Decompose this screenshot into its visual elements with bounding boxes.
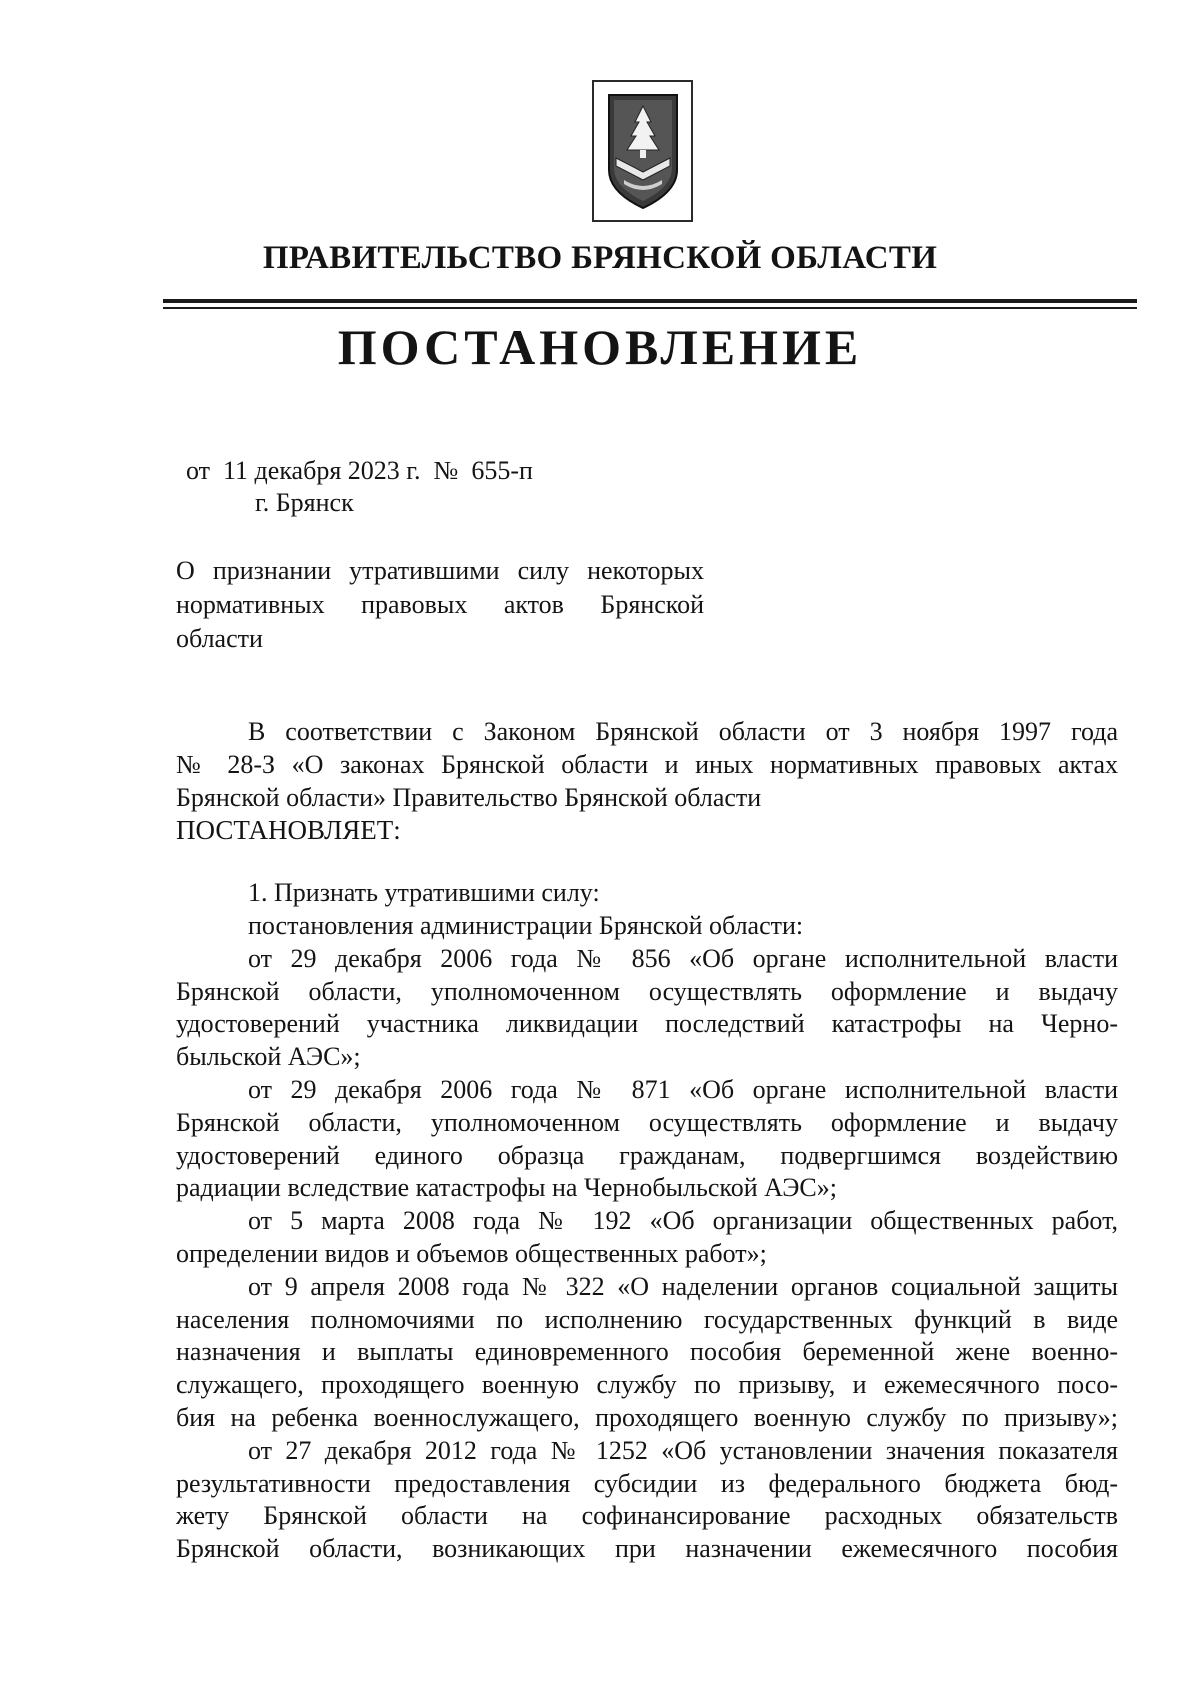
subject-line: области — [176, 624, 263, 653]
document-subject — [176, 554, 704, 656]
header-rule-thick — [163, 299, 1137, 303]
act-line: от 29 декабря 2006 года № 856 «Об органе исполнительной власти — [248, 943, 1118, 973]
act-line: населения полномочиями по исполнению государственных функций в виде — [176, 1304, 1118, 1334]
act-line: Брянской области, уполномоченном осуществлять оформление и выдачу — [176, 976, 1118, 1006]
act-line: от 27 декабря 2012 года № 1252 «Об установлении значения показателя — [248, 1435, 1118, 1465]
act-line: от 5 марта 2008 года № 192 «Об организации общественных работ, — [248, 1206, 1118, 1236]
document-body — [176, 716, 1118, 1566]
act-line: служащего, проходящего военную службу по призыву, и ежемесячного посо- — [176, 1370, 1118, 1400]
document-type: ПОСТАНОВЛЕНИЕ — [337, 319, 863, 375]
act-line: результативности предоставления субсидии из федерального бюджета бюд- — [176, 1468, 1118, 1498]
date-number-line: от 11 декабря 2023 г. № 655-п — [186, 456, 533, 485]
item-heading: 1. Признать утратившими силу: — [248, 878, 600, 908]
act-line: от 9 апреля 2008 года № 322 «О наделении органов социальной защиты — [248, 1271, 1118, 1301]
act-line: Брянской области, уполномоченном осуществлять оформление и выдачу — [176, 1107, 1118, 1137]
preamble-line: В соответствии с Законом Брянской области от 3 ноября 1997 года — [248, 717, 1118, 746]
item-subheading: постановления администрации Брянской области: — [248, 910, 804, 940]
subject-line: нормативных правовых актов Брянской — [176, 590, 704, 619]
subject-line: О признании утратившими силу некоторых — [176, 556, 704, 585]
act-line: радиации вследствие катастрофы на Чернобыльской АЭС»; — [176, 1173, 837, 1203]
preamble-line: № 28-З «О законах Брянской области и иных нормативных правовых актах — [176, 749, 1118, 779]
coat-of-arms — [592, 80, 693, 222]
preamble-line: Брянской области» Правительство Брянской области — [176, 782, 762, 812]
act-line: быльской АЭС»; — [176, 1042, 361, 1072]
act-line: бия на ребенка военнослужащего, проходящего военную службу по призыву»; — [176, 1402, 1118, 1432]
act-line: назначения и выплаты единовременного пособия беременной жене военно- — [176, 1337, 1118, 1367]
act-line: определении видов и объемов общественных работ»; — [176, 1238, 767, 1268]
bryansk-region-coat-of-arms-icon — [606, 92, 680, 212]
act-line: Брянской области, возникающих при назначении ежемесячного пособия — [176, 1534, 1118, 1564]
city: г. Брянск — [255, 488, 354, 517]
act-line: удостоверений участника ликвидации последствий катастрофы на Черно- — [176, 1009, 1118, 1039]
header-rule-thin — [163, 307, 1137, 309]
government-name: ПРАВИТЕЛЬСТВО БРЯНСКОЙ ОБЛАСТИ — [262, 240, 938, 276]
act-line: от 29 декабря 2006 года № 871 «Об органе исполнительной власти — [248, 1074, 1118, 1104]
act-line: удостоверений единого образца гражданам, подвергшимся воздействию — [176, 1140, 1118, 1170]
act-line: жету Брянской области на софинансирование расходных обязательств — [176, 1501, 1118, 1531]
decree-word: ПОСТАНОВЛЯЕТ: — [176, 815, 401, 846]
